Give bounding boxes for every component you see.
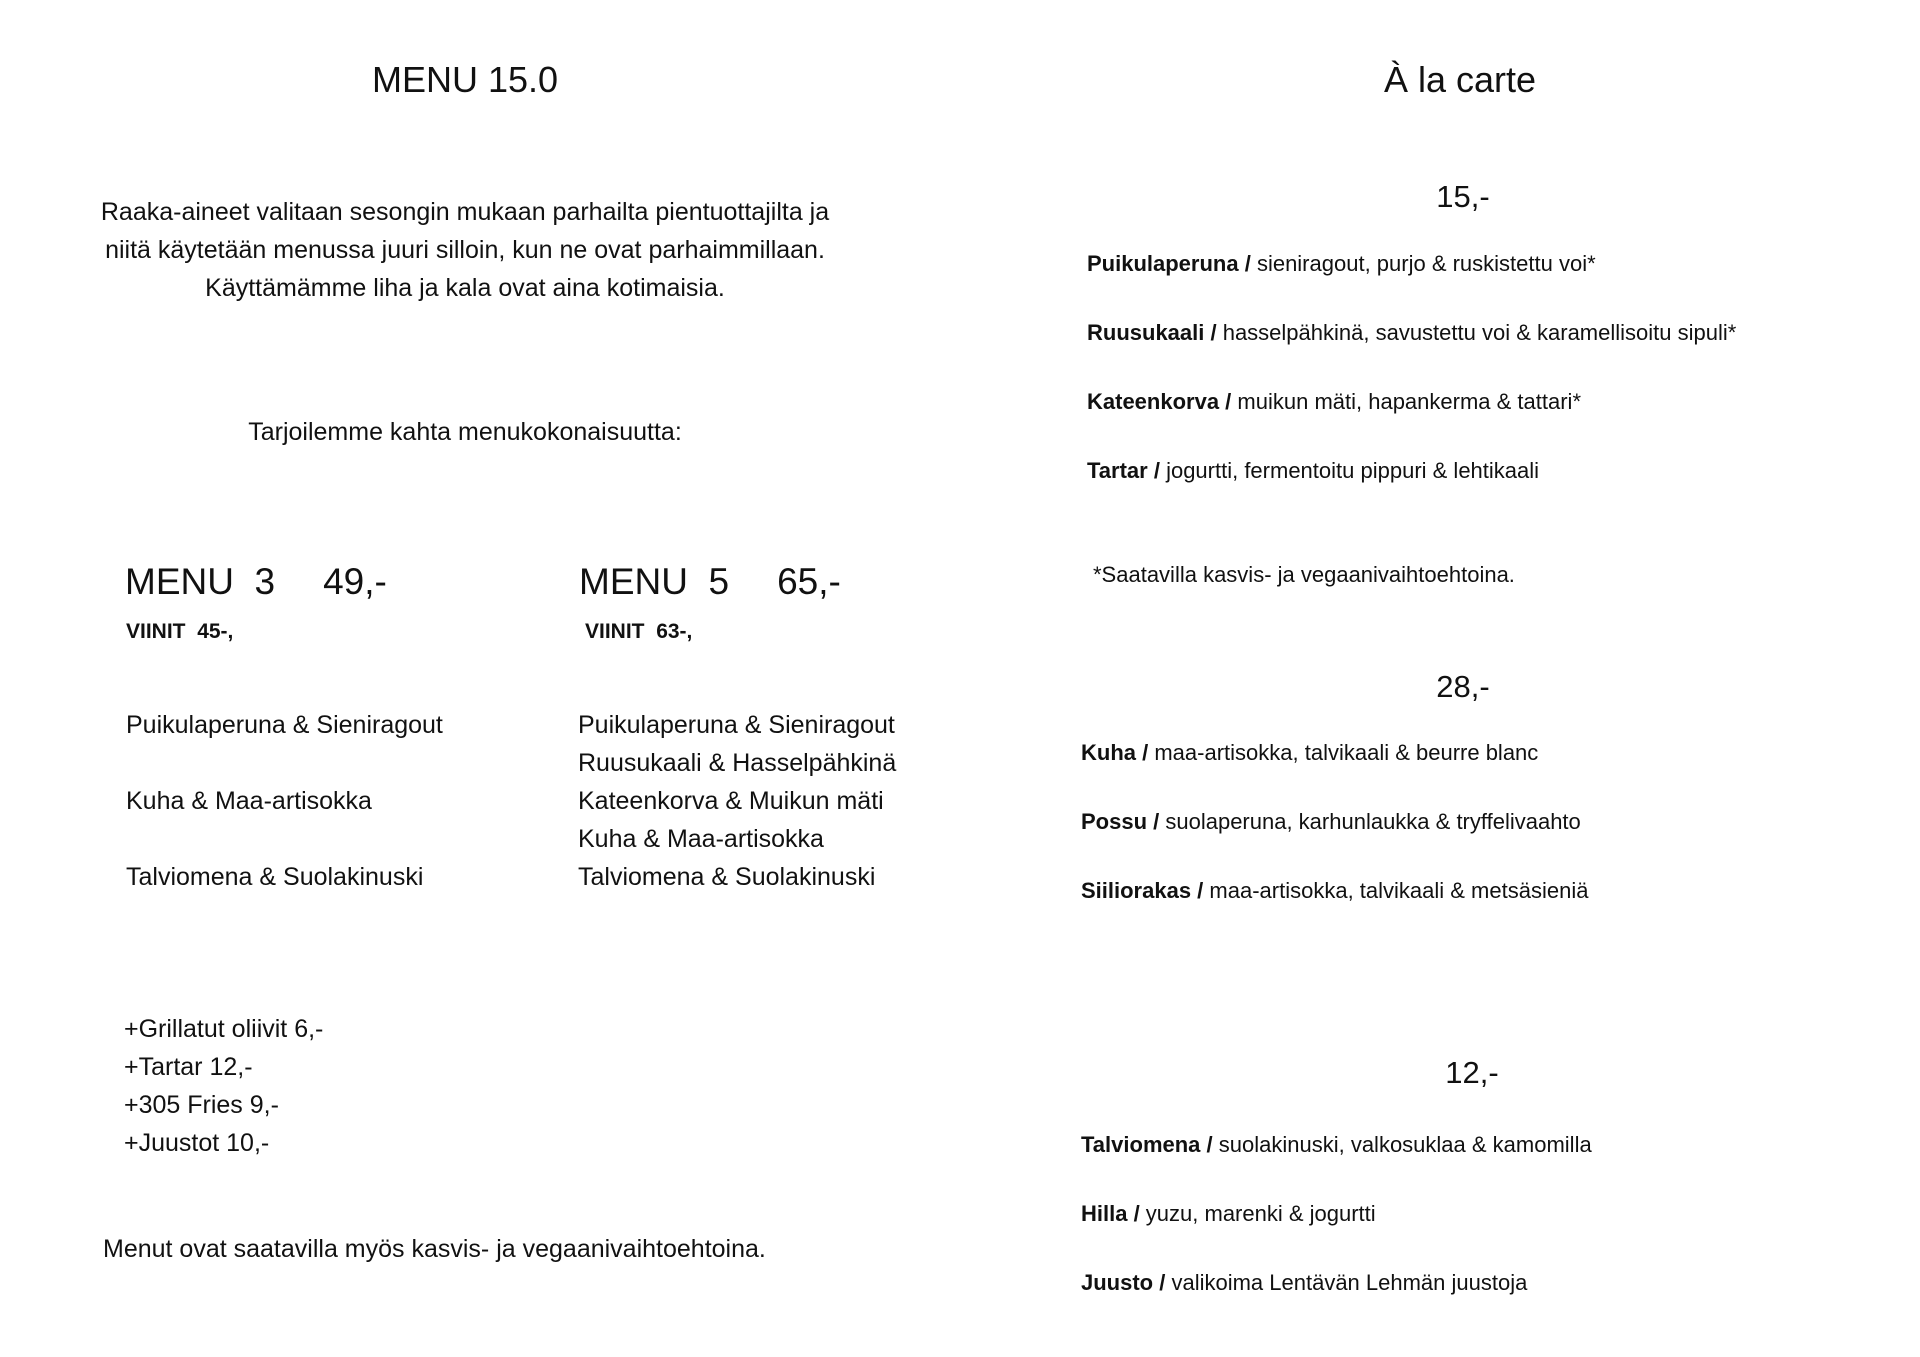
menu-3-name: MENU 3 xyxy=(125,561,276,602)
mains-price: 28,- xyxy=(1436,669,1490,704)
menu-5-course: Ruusukaali & Hasselpähkinä xyxy=(578,749,897,777)
a-la-carte-item xyxy=(1081,1130,1592,1160)
item-name: Possu / xyxy=(1081,809,1160,834)
item-desc: sieniragout, purjo & ruskistettu voi* xyxy=(1250,251,1596,276)
wine-label: VIINIT xyxy=(126,620,186,643)
item-name: Siiliorakas / xyxy=(1081,878,1204,903)
a-la-carte-item xyxy=(1087,456,1539,486)
intro-line: niitä käytetään menussa juuri silloin, kun ne ovat parhaimmillaan. xyxy=(105,236,825,264)
menu-3-wines xyxy=(126,618,233,646)
item-desc: suolaperuna, karhunlaukka & tryffelivaahto xyxy=(1159,809,1581,834)
addon-item: +305 Fries 9,- xyxy=(124,1091,279,1119)
wine-label: VIINIT xyxy=(585,620,645,643)
intro-line: Raaka-aineet valitaan sesongin mukaan parhailta pientuottajilta ja xyxy=(100,198,830,226)
item-name: Juusto / xyxy=(1081,1270,1166,1295)
item-desc: hasselpähkinä, savustettu voi & karamellisoitu sipuli* xyxy=(1216,320,1737,345)
item-name: Puikulaperuna / xyxy=(1087,251,1251,276)
menu-title: MENU 15.0 xyxy=(371,59,559,100)
wine-price: 63-, xyxy=(656,620,693,643)
menu-5-course: Talviomena & Suolakinuski xyxy=(578,863,876,891)
a-la-carte-item xyxy=(1087,387,1581,417)
item-name: Tartar / xyxy=(1087,458,1160,483)
menu-5-course: Puikulaperuna & Sieniragout xyxy=(578,711,895,739)
intro-line: Käyttämämme liha ja kala ovat aina kotimaisia. xyxy=(205,274,725,302)
menu-5-wines xyxy=(585,618,692,646)
addon-item: +Juustot 10,- xyxy=(124,1129,270,1157)
addon-item: +Grillatut oliivit 6,- xyxy=(124,1015,324,1043)
menu-3-price: 49,- xyxy=(323,561,387,602)
item-name: Kuha / xyxy=(1081,740,1149,765)
menu-3-course: Talviomena & Suolakinuski xyxy=(126,863,424,891)
offer-line: Tarjoilemme kahta menukokonaisuutta: xyxy=(248,418,682,446)
a-la-carte-item xyxy=(1081,1199,1376,1229)
menu-5-header xyxy=(579,560,841,604)
a-la-carte-item xyxy=(1087,249,1596,279)
vegan-note: Menut ovat saatavilla myös kasvis- ja vegaanivaihtoehtoina. xyxy=(103,1235,766,1263)
desserts-price: 12,- xyxy=(1445,1055,1499,1090)
item-name: Hilla / xyxy=(1081,1201,1140,1226)
addon-item: +Tartar 12,- xyxy=(124,1053,253,1081)
menu-3-course: Puikulaperuna & Sieniragout xyxy=(126,711,443,739)
item-desc: muikun mäti, hapankerma & tattari* xyxy=(1231,389,1582,414)
item-name: Kateenkorva / xyxy=(1087,389,1232,414)
menu-5-course: Kuha & Maa-artisokka xyxy=(578,825,824,853)
item-desc: yuzu, marenki & jogurtti xyxy=(1139,1201,1376,1226)
item-desc: maa-artisokka, talvikaali & beurre blanc xyxy=(1148,740,1539,765)
a-la-carte-item xyxy=(1081,876,1588,906)
menu-5-course: Kateenkorva & Muikun mäti xyxy=(578,787,884,815)
a-la-carte-item xyxy=(1081,807,1581,837)
item-desc: suolakinuski, valkosuklaa & kamomilla xyxy=(1212,1132,1592,1157)
item-desc: jogurtti, fermentoitu pippuri & lehtikaali xyxy=(1159,458,1540,483)
a-la-carte-item xyxy=(1081,738,1538,768)
starters-price: 15,- xyxy=(1436,179,1490,214)
menu-5-name: MENU 5 xyxy=(579,561,730,602)
menu-3-header xyxy=(125,560,387,604)
starters-footnote: *Saatavilla kasvis- ja vegaanivaihtoehtoina. xyxy=(1093,562,1515,587)
item-name: Ruusukaali / xyxy=(1087,320,1217,345)
item-desc: maa-artisokka, talvikaali & metsäsieniä xyxy=(1203,878,1589,903)
a-la-carte-item xyxy=(1087,318,1736,348)
wine-price: 45-, xyxy=(197,620,234,643)
item-name: Talviomena / xyxy=(1081,1132,1213,1157)
a-la-carte-item xyxy=(1081,1268,1527,1298)
menu-5-price: 65,- xyxy=(777,561,841,602)
menu-3-course: Kuha & Maa-artisokka xyxy=(126,787,372,815)
item-desc: valikoima Lentävän Lehmän juustoja xyxy=(1165,1270,1528,1295)
a-la-carte-title: À la carte xyxy=(1383,59,1537,100)
